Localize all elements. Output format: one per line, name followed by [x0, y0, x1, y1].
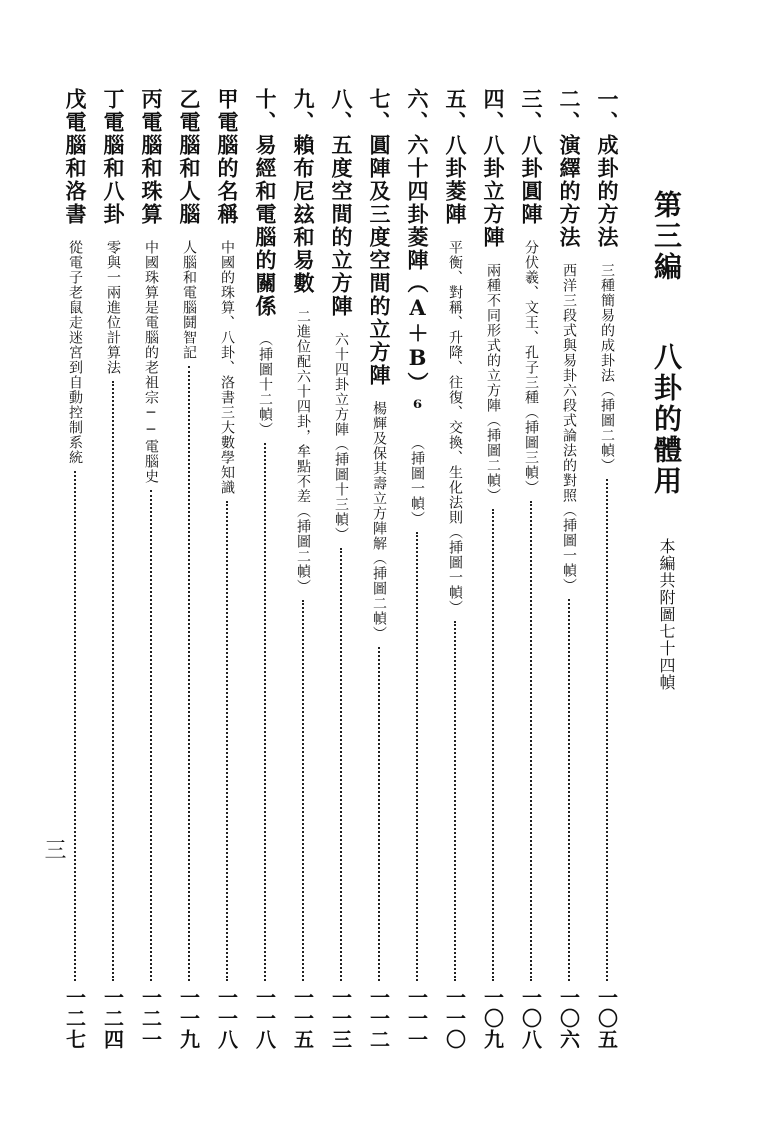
entry-page: 一一一	[404, 987, 429, 1050]
entry-title: 丙電腦和珠算	[139, 88, 164, 226]
toc-entry[interactable]	[210, 88, 244, 1050]
leader-dots	[226, 501, 228, 981]
entry-title: 乙電腦和人腦	[177, 88, 202, 226]
entry-page: 一〇八	[518, 987, 543, 1050]
toc-entry[interactable]	[58, 88, 92, 1050]
entry-subtitle: （挿圖十二幀）	[257, 332, 273, 437]
entry-title: 八、五度空間的立方陣	[329, 88, 354, 318]
entry-subtitle: （挿圖一幀）	[409, 436, 425, 526]
entry-page: 一〇九	[480, 987, 505, 1050]
entry-subtitle: 六十四卦立方陣（挿圖十三幀）	[333, 332, 349, 542]
entry-subtitle: 中國珠算是電腦的老祖宗──電腦史	[143, 240, 159, 484]
entry-title: 六、六十四卦菱陣（A＋B）⁶	[405, 88, 430, 422]
entry-title: 丁電腦和八卦	[101, 88, 126, 226]
leader-dots	[150, 490, 152, 981]
entry-title: 二、演繹的方法	[557, 88, 582, 249]
entry-subtitle: 平衡、對稱、升降、往復、交換、生化法則（挿圖一幀）	[447, 240, 463, 615]
entry-subtitle: 分伏羲、文王、孔子三種（挿圖三幀）	[523, 240, 539, 495]
entry-page: 一二七	[62, 987, 87, 1050]
entry-page: 一一二	[366, 987, 391, 1050]
entry-page: 一一九	[176, 987, 201, 1050]
entry-page: 一一八	[214, 987, 239, 1050]
toc-entry[interactable]	[400, 88, 434, 1050]
leader-dots	[264, 443, 266, 981]
toc-entry[interactable]	[286, 88, 320, 1050]
entry-subtitle: 中國的珠算、八卦、洛書三大數學知識	[219, 240, 235, 495]
entry-title: 一、成卦的方法	[595, 88, 620, 249]
entry-subtitle: 兩種不同形式的立方陣（挿圖二幀）	[485, 263, 501, 503]
entry-page: 一〇五	[594, 987, 619, 1050]
toc-entry[interactable]	[438, 88, 472, 1050]
entry-subtitle: 三種簡易的成卦法（挿圖二幀）	[599, 263, 615, 473]
leader-dots	[188, 366, 190, 981]
leader-dots	[568, 599, 570, 981]
leader-dots	[606, 479, 608, 981]
toc-entry[interactable]	[248, 88, 282, 1050]
entry-title: 九、賴布尼玆和易數	[291, 88, 316, 295]
leader-dots	[340, 548, 342, 981]
leader-dots	[302, 600, 304, 981]
chapter-heading	[646, 190, 686, 691]
chapter-note: 本編共附圖七十四幀	[657, 538, 676, 691]
chapter-title: 八卦的體用	[650, 342, 683, 497]
toc-entry[interactable]	[514, 88, 548, 1050]
toc-entry[interactable]	[172, 88, 206, 1050]
entry-title: 五、八卦菱陣	[443, 88, 468, 226]
toc-entry[interactable]	[476, 88, 510, 1050]
leader-dots	[416, 532, 418, 981]
toc-entry[interactable]	[324, 88, 358, 1050]
leader-dots	[74, 471, 76, 981]
entry-page: 一二一	[138, 987, 163, 1050]
entry-page: 一〇六	[556, 987, 581, 1050]
leader-dots	[492, 509, 494, 981]
entry-subtitle: 零與一兩進位計算法	[105, 240, 121, 375]
toc-entry[interactable]	[96, 88, 130, 1050]
entry-subtitle: 西洋三段式與易卦六段式論法的對照（挿圖一幀）	[561, 263, 577, 593]
entry-title: 十、易經和電腦的關係	[253, 88, 278, 318]
toc-entry[interactable]	[134, 88, 168, 1050]
entry-subtitle: 二進位配六十四卦，牟點不差（挿圖二幀）	[295, 309, 311, 594]
entry-subtitle: 人腦和電腦鬪智記	[181, 240, 197, 360]
toc-entry[interactable]	[362, 88, 396, 1050]
entry-page: 一一三	[328, 987, 353, 1050]
entry-subtitle: 楊輝及保其壽立方陣解（挿圖二幀）	[371, 401, 387, 641]
chapter-number: 第三編	[650, 190, 683, 283]
toc-entry[interactable]	[552, 88, 586, 1050]
leader-dots	[378, 647, 380, 981]
entry-page: 一一五	[290, 987, 315, 1050]
entry-title: 七、圓陣及三度空間的立方陣	[367, 88, 392, 387]
toc-entry[interactable]	[590, 88, 624, 1050]
entry-subtitle: 從電子老鼠走迷宮到自動控制系統	[67, 240, 83, 465]
entry-page: 一二四	[100, 987, 125, 1050]
leader-dots	[112, 381, 114, 981]
leader-dots	[454, 621, 456, 981]
entry-page: 一一〇	[442, 987, 467, 1050]
entry-title: 甲電腦的名稱	[215, 88, 240, 226]
entry-title: 四、八卦立方陣	[481, 88, 506, 249]
page-folio: 三	[41, 838, 66, 860]
entry-page: 一一八	[252, 987, 277, 1050]
leader-dots	[530, 501, 532, 981]
entry-title: 戊電腦和洛書	[63, 88, 88, 226]
entry-title: 三、八卦圓陣	[519, 88, 544, 226]
